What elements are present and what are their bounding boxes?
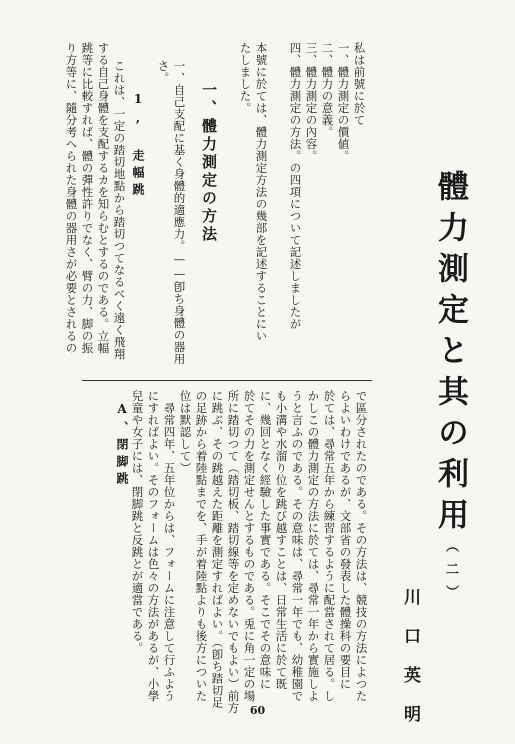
list-item: 一、體力測定の價値。: [336, 42, 351, 162]
paragraph-line: にすればよい。そのフォームは色々の方法があるが、小學: [146, 390, 161, 702]
paragraph-line: 位は默認して）: [178, 390, 193, 474]
paragraph-line: 於てその力を測定せんとするものである。兎に角一定の場: [242, 390, 257, 702]
section-divider: [82, 380, 372, 381]
paragraph-line: うと言ふのである。その意味は、尋常一年でも、幼稚園で: [290, 390, 305, 702]
paragraph-line: に跳ぶ、その跳越えた距離を測定すればよい。（卽ち踏切足: [210, 390, 225, 709]
paragraph-line: らよいわけであるが、文部省の發表した體操科の要目に: [338, 390, 353, 690]
paragraph-line: 所に踏切つて（踏切板、踏切線等を定めないでもよい）前方: [226, 390, 241, 714]
article-title: [428, 170, 473, 608]
paragraph-line: り方等に、隨分考へられた身體の器用さが必要とされるの: [64, 42, 79, 354]
paragraph-line: する自己身體を支配するカを知らむとするのである。立幅: [96, 42, 111, 354]
paragraph-line: 本號に於ては、體力測定方法の幾部を記述することにい: [254, 42, 269, 342]
section-heading: 一、體力測定の方法: [200, 82, 218, 244]
list-item: 一、自己支配に基く身體的適應力。——卽ち身體の器用: [172, 60, 187, 365]
article-title-part: （二）: [443, 539, 458, 608]
paragraph-line: に、幾回となく經驗した事實である。そこでその意味に: [258, 390, 273, 690]
paragraph-line: たしました。: [238, 42, 253, 114]
paragraph-line: かしこの體力測定の方法に於ては、尋常一年から實施しよ: [306, 390, 321, 702]
list-item: 二、體力の意義。: [320, 42, 335, 138]
paragraph-line: 跳等に比較すれば、體の彈性許りでなく、臂の力、脚の振: [80, 42, 95, 354]
paragraph-line: 尋常四年、五年位からは、フォームに注意して行ふよう: [162, 402, 177, 702]
paragraph-line: これは、一定の踏切地點から踏切つてなるべく遠く飛翔: [112, 60, 127, 360]
list-item-continuation: さ。: [156, 60, 171, 84]
list-item: 四、體力測定の方法。の四項について記述しましたが: [288, 42, 303, 330]
author-name: 川口英明: [400, 588, 420, 744]
sub-heading: 1, 走幅跳: [131, 92, 145, 200]
article-title-text: 體力測定と其の利用: [432, 170, 468, 539]
sub-heading: A、閉脚跳: [115, 402, 129, 489]
paragraph-line: で區分されたのである。その方法は、競技の方法によつた: [354, 390, 369, 702]
page-number: 60: [249, 704, 266, 717]
paragraph-line: も小溝や水溜り位を跳び越すことは、日常生活に於て既: [274, 390, 289, 690]
paragraph-line: の足跡から着陸點までを、手が着陸點よりも後方についた: [194, 390, 209, 702]
paragraph-line: 於ては、尋常五年から練習するように配當されて居る。し: [322, 390, 337, 702]
intro-line: 私は前號に於て: [352, 42, 367, 126]
list-item: 三、體力測定の內容。: [304, 42, 319, 162]
paragraph-line: 兒童や女子には、閉脚跳と反跳とが適當である。: [130, 390, 145, 654]
